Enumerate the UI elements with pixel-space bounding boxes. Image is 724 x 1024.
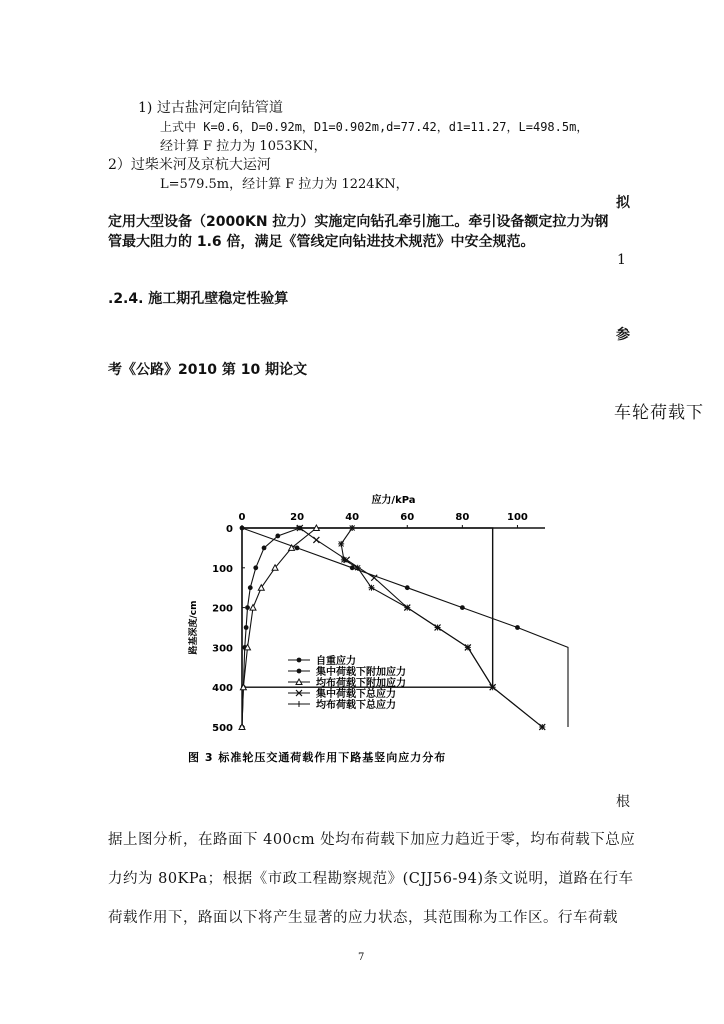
x-tick-label: 0	[238, 512, 246, 523]
fragment-can: 参	[616, 327, 630, 343]
equipment-line: 定用大型设备（2000KN 拉力）实施定向钻孔牵引施工。牵引设备额定拉力为钢	[108, 214, 609, 230]
series-5-point	[355, 565, 361, 571]
figure-caption: 图 3 标准轮压交通荷载作用下路基竖向应力分布	[188, 751, 447, 764]
series-1-point	[515, 625, 520, 630]
series-5-point	[435, 625, 441, 631]
series-3-point	[250, 605, 256, 611]
stress-chart-figure	[180, 490, 570, 774]
series-2-point	[253, 565, 258, 570]
fragment-ni: 拟	[616, 195, 630, 211]
stress-distribution-chart	[180, 490, 570, 770]
section-heading: .2.4. 施工期孔壁稳定性验算	[108, 291, 289, 307]
x-tick-label: 20	[290, 512, 305, 523]
series-1-point	[240, 526, 245, 531]
series-2-point	[275, 534, 280, 539]
series-4-point	[313, 537, 319, 543]
series-5-point	[338, 541, 344, 547]
series-line-3	[242, 528, 316, 727]
legend-marker-5	[296, 701, 302, 707]
analysis-paragraph-2: 力约为 80KPa；根据《市政工程勘察规范》(CJJ56-94)条文说明，道路在行车	[108, 871, 634, 887]
y-axis-label: 路基深度/cm	[189, 600, 199, 655]
series-1-point	[405, 585, 410, 590]
y-tick-label: 300	[212, 643, 233, 655]
x-axis-label: 应力/kPa	[371, 495, 416, 506]
y-tick-label: 400	[212, 683, 233, 695]
legend-label-1: 自重应力	[316, 656, 356, 667]
working-zone-rect	[242, 528, 493, 687]
series-5-point	[349, 525, 355, 531]
analysis-paragraph-3: 荷载作用下，路面以下将产生显著的应力状态，其范围称为工作区。行车荷载	[108, 910, 618, 926]
series-5-point	[490, 684, 496, 690]
legend-label-4: 集中荷载下总应力	[316, 689, 396, 700]
page-number: 7	[358, 952, 365, 963]
y-tick-label: 0	[226, 524, 233, 535]
analysis-paragraph-1: 据上图分析，在路面下 400cm 处均布荷载下加应力趋近于零，均布荷载下总应	[108, 832, 636, 848]
x-tick-label: 80	[455, 512, 470, 523]
legend-label-3: 均布荷载下附加应力	[316, 678, 406, 689]
legend-label-2: 集中荷载下附加应力	[316, 667, 406, 678]
legend-marker-2	[297, 669, 302, 674]
series-1-point	[295, 546, 300, 551]
line-case-2: 2）过柴米河及京杭大运河	[108, 157, 271, 173]
y-tick-label: 200	[212, 603, 233, 615]
safety-line: 管最大阻力的 1.6 倍，满足《管线定向钻进技术规范》中安全规范。	[108, 234, 535, 250]
series-5-point	[368, 585, 374, 591]
series-2-point	[245, 605, 250, 610]
series-1-point	[460, 605, 465, 610]
legend-marker-1	[297, 658, 302, 663]
series-5-point	[341, 557, 347, 563]
series-2-point	[244, 625, 249, 630]
result-case-1: 经计算 F 拉力为 1053KN，	[160, 139, 327, 154]
series-2-point	[248, 585, 253, 590]
fragment-1: 1	[617, 252, 626, 268]
x-tick-label: 60	[400, 512, 415, 523]
x-tick-label: 40	[345, 512, 360, 523]
formula-params: 上式中 K=0.6，D=0.92m，D1=0.902m,d=77.42，d1=11.27，L=498.5m，	[160, 120, 589, 134]
reference-line: 考《公路》2010 第 10 期论文	[108, 362, 308, 378]
legend-label-5: 均布荷载下总应力	[316, 700, 396, 711]
line-case-1: 1) 过古盐河定向钻管道	[138, 100, 283, 116]
fragment-gen: 根	[616, 794, 630, 810]
series-5-point	[404, 605, 410, 611]
series-2-point	[262, 546, 267, 551]
result-case-2: L=579.5m，经计算 F 拉力为 1224KN，	[160, 177, 409, 192]
x-tick-label: 100	[507, 512, 528, 523]
series-5-point	[465, 644, 471, 650]
heading-wheel-load: 车轮荷载下	[614, 403, 704, 423]
y-tick-label: 100	[212, 563, 233, 575]
series-5-point	[539, 724, 545, 730]
y-tick-label: 500	[212, 723, 233, 734]
